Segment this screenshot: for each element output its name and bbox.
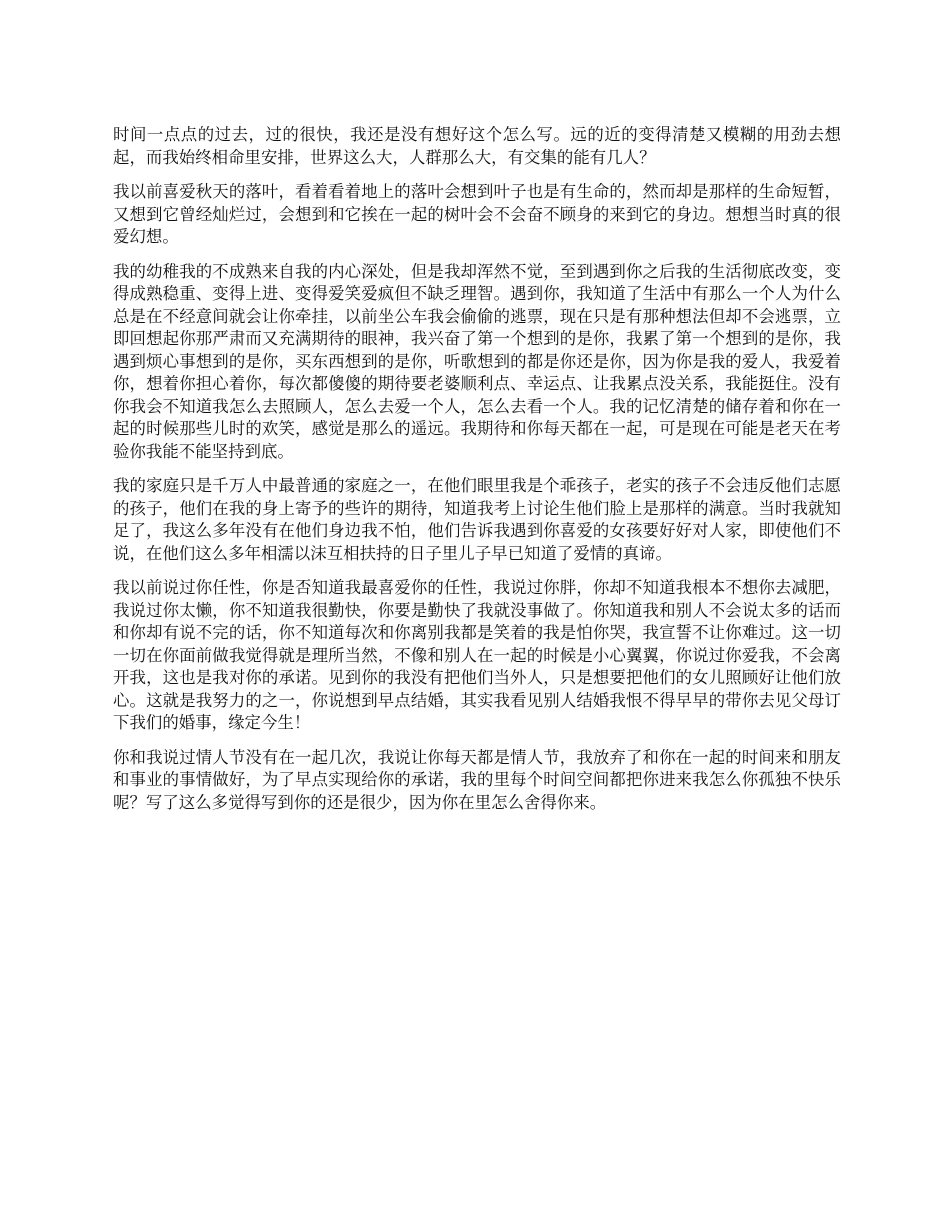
paragraph-3: 我的幼稚我的不成熟来自我的内心深处，但是我却浑然不觉，至到遇到你之后我的生活彻底改变，变得成熟稳重、变得上进、变得爱笑爱疯但不缺乏理智。遇到你，我知道了生活中有那么一个人为什么总是在不经意间就会让你牵挂，以前坐公车我会偷偷的逃票，现在只是有那种想法但却不会逃票，立即回想起你那严肃而又充满期待的眼神，我兴奋了第一个想到的是你，我累了第一个想到的是你，我遇到烦心事想到的是你，买东西想到的是你，听歌想到的都是你还是你，因为你是我的爱人，我爱着你，想着你担心着你，每次都傻傻的期待要老婆顺利点、幸运点、让我累点没关系，我能挺住。没有你我会不知道我怎么去照顾人，怎么去爱一个人，怎么去看一个人。我的记忆清楚的储存着和你在一起的时候那些儿时的欢笑，感觉是那么的遥远。我期待和你每天都在一起，可是现在可能是老天在考验你我能不能坚持到底。	[113, 261, 841, 461]
document-body	[113, 124, 841, 826]
paragraph-4: 我的家庭只是千万人中最普通的家庭之一，在他们眼里我是个乖孩子，老实的孩子不会违反他们志愿的孩子，他们在我的身上寄予的些许的期待，知道我考上讨论生他们脸上是那样的满意。当时我就知足了，我这么多年没有在他们身边我不怕，他们告诉我遇到你喜爱的女孩要好好对人家，即使他们不说，在他们这么多年相濡以沫互相扶持的日子里儿子早已知道了爱情的真谛。	[113, 476, 841, 563]
paragraph-5: 我以前说过你任性，你是否知道我最喜爱你的任性，我说过你胖，你却不知道我根本不想你去减肥，我说过你太懒，你不知道我很勤快，你要是勤快了我就没事做了。你知道我和别人不会说太多的话而和你却有说不完的话，你不知道每次和你离别我都是笑着的我是怕你哭，我宣誓不让你难过。这一切一切在你面前做我觉得就是理所当然，不像和别人在一起的时候是小心翼翼，你说过你爱我，不会离开我，这也是我对你的承诺。见到你的我没有把他们当外人，只是想要把他们的女儿照顾好让他们放心。这就是我努力的之一，你说想到早点结婚，其实我看见别人结婚我恨不得早早的带你去见父母订下我们的婚事，缘定今生！	[113, 578, 841, 732]
paragraph-1: 时间一点点的过去，过的很快，我还是没有想好这个怎么写。远的近的变得清楚又模糊的用劲去想起，而我始终相命里安排，世界这么大，人群那么大，有交集的能有几人？	[113, 125, 841, 167]
paragraph-2: 我以前喜爱秋天的落叶，看着看着地上的落叶会想到叶子也是有生命的，然而却是那样的生命短暂，又想到它曾经灿烂过，会想到和它挨在一起的树叶会不会奋不顾身的来到它的身边。想想当时真的很爱幻想。	[113, 182, 841, 246]
paragraph-6: 你和我说过情人节没有在一起几次，我说让你每天都是情人节，我放弃了和你在一起的时间来和朋友和事业的事情做好，为了早点实现给你的承诺，我的里每个时间空间都把你进来我怎么你孤独不快乐呢？写了这么多觉得写到你的还是很少，因为你在里怎么舍得你来。	[113, 747, 841, 812]
